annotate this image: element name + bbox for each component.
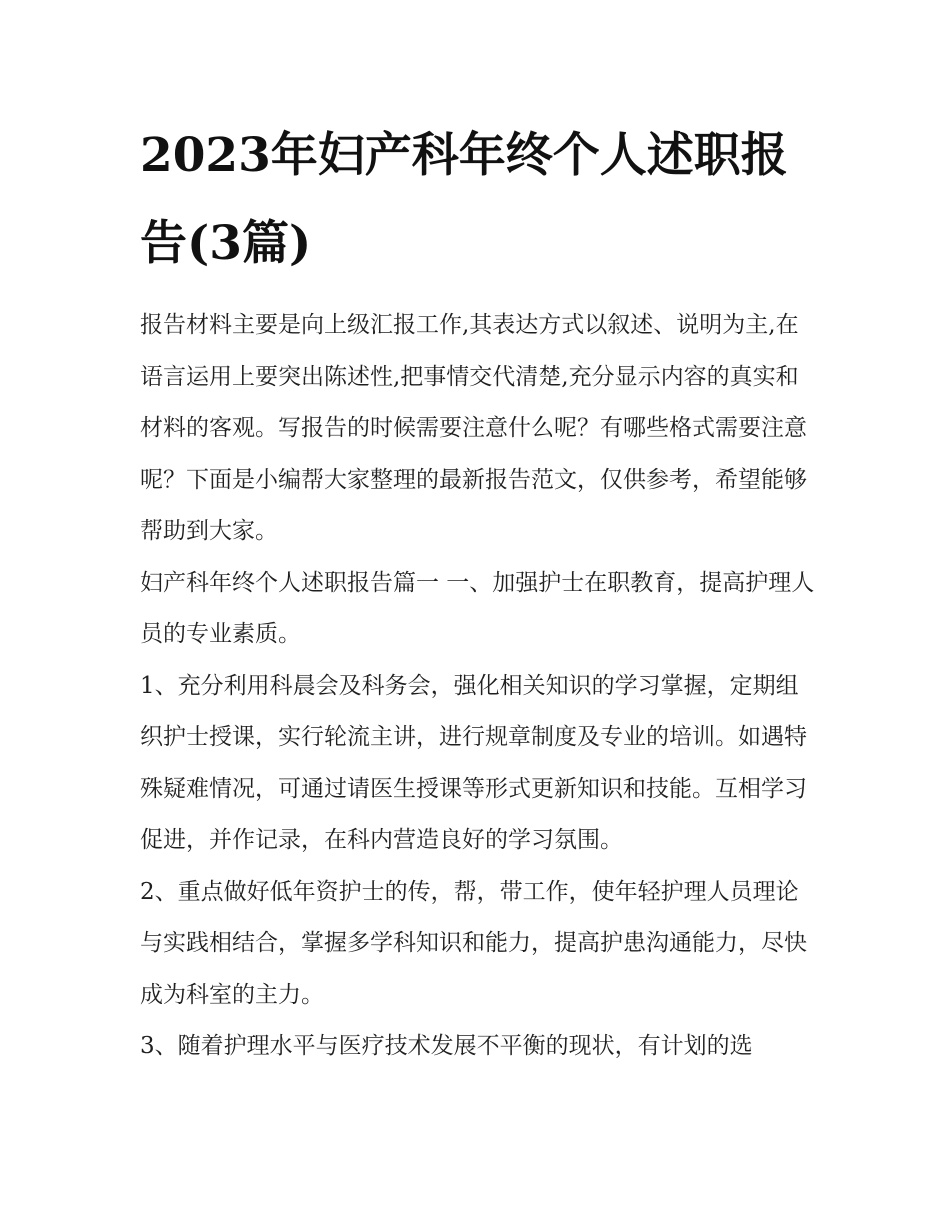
section-heading-paragraph: 妇产科年终个人述职报告篇一 一、加强护士在职教育，提高护理人员的专业素质。 (140, 569, 815, 647)
document-page (140, 112, 815, 1073)
intro-paragraph: 报告材料主要是向上级汇报工作,其表达方式以叙述、说明为主,在语言运用上要突出陈述性,把事情交代清楚,充分显示内容的真实和材料的客观。写报告的时候需要注意什么呢？有哪些格式需要注意呢？下面是小编帮大家整理的最新报告范文，仅供参考，希望能够帮助到大家。 (140, 312, 807, 544)
document-title: 2023年妇产科年终个人述职报告(3篇) (140, 128, 788, 271)
list-item-2: 2、重点做好低年资护士的传，帮，带工作，使年轻护理人员理论与实践相结合，掌握多学科知识和能力，提高护患沟通能力，尽快成为科室的主力。 (140, 878, 807, 1008)
list-item-1: 1、充分利用科晨会及科务会，强化相关知识的学习掌握，定期组织护士授课，实行轮流主讲，进行规章制度及专业的培训。如遇特殊疑难情况，可通过请医生授课等形式更新知识和技能。互相学习促进，并作记录，在科内营造良好的学习氛围。 (140, 672, 807, 853)
list-item-3: 3、随着护理水平与医疗技术发展不平衡的现状，有计划的选 (140, 1033, 753, 1059)
